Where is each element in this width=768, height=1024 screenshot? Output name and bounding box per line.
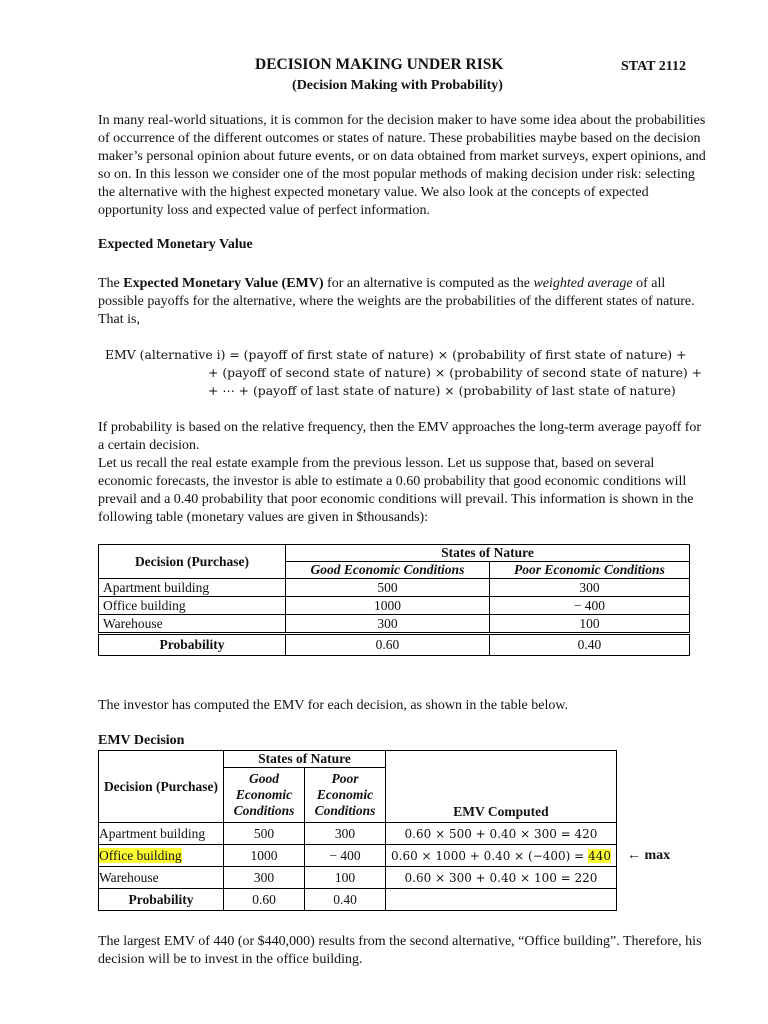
probability-label: Probability bbox=[99, 889, 224, 911]
emv-value: 420 bbox=[574, 826, 598, 841]
emv-cell bbox=[386, 867, 617, 889]
cell: 0.60 bbox=[224, 889, 305, 911]
poor-header: Poor Economic Conditions bbox=[489, 562, 689, 579]
row-label: Warehouse bbox=[99, 615, 286, 634]
table-row bbox=[99, 845, 617, 867]
good-header: Good Economic Conditions bbox=[286, 562, 490, 579]
good-header: Good Economic Conditions bbox=[224, 768, 305, 823]
probability-row bbox=[99, 634, 690, 656]
table-row bbox=[99, 615, 690, 634]
max-marker: ← max bbox=[627, 848, 671, 863]
course-code: STAT 2112 bbox=[621, 59, 686, 74]
cell: − 400 bbox=[489, 597, 689, 615]
emv-expression: 0.60 × 1000 + 0.40 × (−400) = bbox=[391, 848, 589, 863]
real-estate-paragraph: Let us recall the real estate example from the previous lesson. Let us suppose that, based on several economic forecasts, the investor is able to estimate a 0.60 probability that good economic conditions will prevail and a 0.40 probability that poor economic conditions will prevail. This information is shown in the following table (monetary values are given in $thousands): bbox=[98, 456, 694, 525]
table-row bbox=[99, 579, 690, 597]
cell: 300 bbox=[489, 579, 689, 597]
intro-paragraph: In many real-world situations, it is common for the decision maker to have some idea about the probabilities of occurrence of the different outcomes or states of nature. These probabilities maybe based on the decision maker’s personal opinion about future events, or on data obtained from market surveys, expert opinions, and so on. In this lesson we consider one of the most popular methods of making decision under risk: selecting the alternative with the highest expected monetary value. We also look at the concepts of expected opportunity loss and expected value of perfect information. bbox=[98, 113, 706, 218]
emv-expression: 0.60 × 500 + 0.40 × 300 = bbox=[404, 826, 575, 841]
emv-header: EMV Computed bbox=[386, 751, 617, 823]
emv-formula bbox=[105, 346, 702, 400]
decision-header: Decision (Purchase) bbox=[99, 751, 224, 823]
cell: 0.40 bbox=[305, 889, 386, 911]
emv-definition bbox=[98, 275, 708, 329]
row-label: Apartment building bbox=[99, 823, 224, 845]
emv-cell bbox=[386, 845, 617, 867]
cell: − 400 bbox=[305, 845, 386, 867]
relative-frequency-paragraph: If probability is based on the relative frequency, then the EMV approaches the long-term average payoff for a certain decision. bbox=[98, 420, 702, 453]
empty-cell bbox=[386, 889, 617, 911]
emv-expression: 0.60 × 300 + 0.40 × 100 = bbox=[404, 870, 575, 885]
table-row bbox=[99, 867, 617, 889]
probability-row bbox=[99, 889, 617, 911]
states-header: States of Nature bbox=[224, 751, 386, 768]
emv-decision-heading: EMV Decision bbox=[98, 733, 185, 748]
emv-value: 220 bbox=[574, 870, 598, 885]
cell: 300 bbox=[305, 823, 386, 845]
emv-table bbox=[98, 750, 617, 911]
formula-line-2: + (payoff of second state of nature) × (probability of second state of nature) + bbox=[208, 365, 703, 380]
emv-cell bbox=[386, 823, 617, 845]
emv-term: Expected Monetary Value (EMV) bbox=[123, 276, 324, 291]
poor-header: Poor Economic Conditions bbox=[305, 768, 386, 823]
formula-line-3: + ⋯ + (payoff of last state of nature) × (probability of last state of nature) bbox=[208, 383, 676, 398]
cell: 500 bbox=[224, 823, 305, 845]
probability-label: Probability bbox=[99, 634, 286, 656]
row-label: Warehouse bbox=[99, 867, 224, 889]
cell: 100 bbox=[489, 615, 689, 634]
cell: 0.40 bbox=[489, 634, 689, 656]
formula-line-1: EMV (alternative i) = (payoff of first state of nature) × (probability of first state of nature) + bbox=[105, 347, 687, 362]
decision-header: Decision (Purchase) bbox=[99, 545, 286, 579]
cell: 300 bbox=[286, 615, 490, 634]
highlighted-option: Office building bbox=[99, 847, 182, 863]
page-title: DECISION MAKING UNDER RISK bbox=[255, 56, 504, 73]
cell: 100 bbox=[305, 867, 386, 889]
cell: 0.60 bbox=[286, 634, 490, 656]
max-emv-value: 440 bbox=[588, 848, 611, 863]
states-header: States of Nature bbox=[286, 545, 690, 562]
table-row bbox=[99, 823, 617, 845]
page-subtitle: (Decision Making with Probability) bbox=[292, 78, 503, 93]
conclusion-paragraph: The largest EMV of 440 (or $440,000) results from the second alternative, “Office building”. Therefore, his decision will be to invest in the office building. bbox=[98, 934, 702, 967]
table-row bbox=[99, 597, 690, 615]
row-label: Office building bbox=[99, 597, 286, 615]
cell: 1000 bbox=[224, 845, 305, 867]
emv-intro-paragraph: The investor has computed the EMV for each decision, as shown in the table below. bbox=[98, 698, 569, 713]
weighted-average-term: weighted average bbox=[533, 276, 633, 291]
emv-heading: Expected Monetary Value bbox=[98, 237, 253, 252]
text-run: for an alternative is computed as the bbox=[323, 276, 534, 291]
payoff-table bbox=[98, 544, 690, 656]
text-run: of all possible payoffs for the alternative, where the weights are the probabilities of the different states of nature. That is, bbox=[98, 276, 695, 327]
cell: 300 bbox=[224, 867, 305, 889]
row-label: Apartment building bbox=[99, 579, 286, 597]
text-run: The bbox=[98, 276, 124, 291]
row-label bbox=[99, 845, 224, 867]
cell: 1000 bbox=[286, 597, 490, 615]
cell: 500 bbox=[286, 579, 490, 597]
